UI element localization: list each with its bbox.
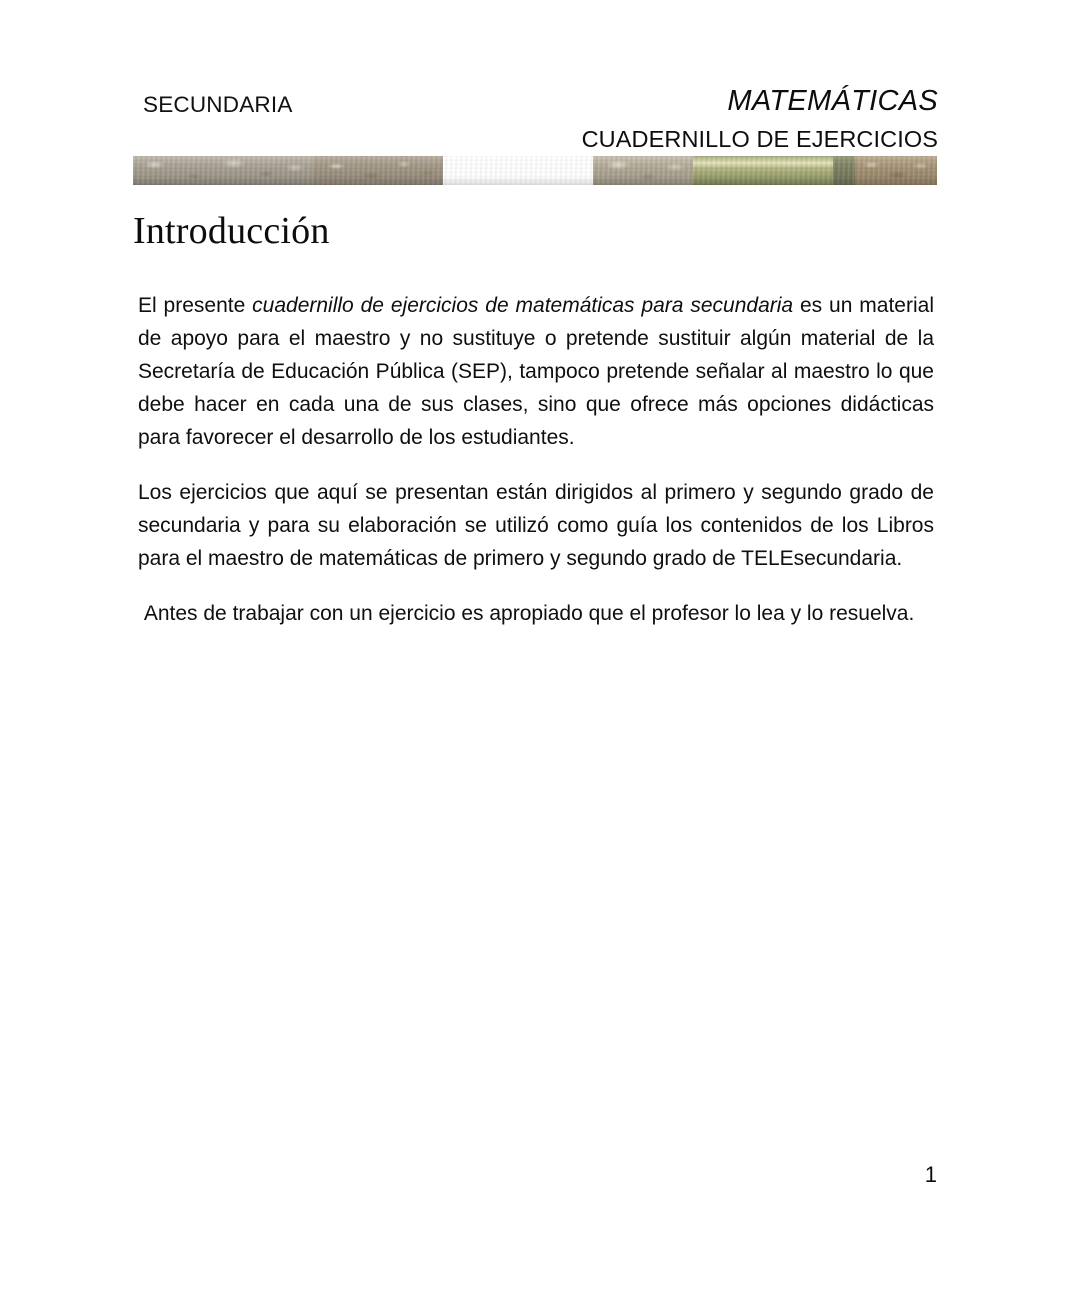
- banner-segment-leaf-green: [693, 156, 833, 185]
- banner-segment-stone-light: [593, 156, 693, 185]
- education-level-label: SECUNDARIA: [143, 92, 293, 117]
- paragraph-2: [138, 476, 940, 575]
- paragraph-3: [138, 597, 934, 630]
- banner-segment-rock-brown: [443, 156, 593, 185]
- page-header: [133, 85, 938, 152]
- text-run-normal: El presente: [138, 294, 253, 317]
- text-run-italic: cuadernillo de ejercicios de matemáticas para secundaria: [252, 294, 794, 317]
- footer-page-number: 1: [924, 1162, 937, 1187]
- text-run-normal: Antes de trabajar con un ejercicio es apropiado que el profesor lo lea y lo resuelva.: [138, 602, 915, 625]
- paragraph-1: [138, 289, 940, 454]
- banner-segment-stone-warm: [313, 156, 443, 185]
- header-title-row: [133, 85, 938, 152]
- page-title: MATEMÁTICAS: [727, 85, 938, 117]
- body-text-block: [138, 289, 940, 630]
- banner-segment-sand-tan: [855, 156, 937, 185]
- text-run-normal: es un material de apoyo para el maestro y no sustituye o pretende sustituir algún material de la Secretaría de Educación Pública (SEP), tampoco pretende señalar al maestro lo que debe hacer en cada una de sus clases, sino que ofrece más opciones didácticas para favorecer el desarrollo de los estudiantes.: [138, 294, 940, 449]
- decorative-banner-image: [133, 156, 937, 185]
- text-run-normal: Los ejercicios que aquí se presentan están dirigidos al primero y segundo grado de secundaria y para su elaboración se utilizó como guía los contenidos de los Libros para el maestro de matemáticas de primero y segundo grado de TELEsecundaria.: [138, 481, 940, 570]
- section-heading-introduccion: Introducción: [133, 210, 330, 252]
- page-subtitle: CUADERNILLO DE EJERCICIOS: [581, 126, 938, 152]
- banner-segment-stone-gray: [133, 156, 313, 185]
- banner-segment-green-edge: [833, 156, 855, 185]
